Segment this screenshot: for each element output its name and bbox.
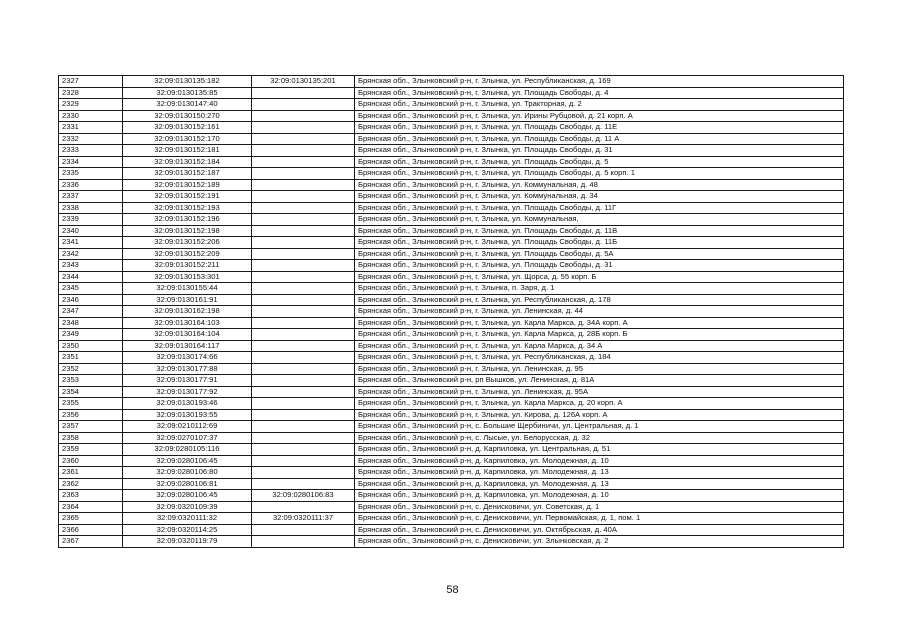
table-row xyxy=(59,76,844,88)
related-cadastral-number-cell xyxy=(252,237,355,249)
row-number-cell: 2357 xyxy=(59,421,123,433)
related-cadastral-number-cell xyxy=(252,271,355,283)
table-row xyxy=(59,524,844,536)
row-number-cell: 2332 xyxy=(59,133,123,145)
address-cell: Брянская обл., Злынковский р-н, г. Злынка, ул. Республиканская, д. 178 xyxy=(355,294,844,306)
cadastral-number-cell: 32:09:0210112:69 xyxy=(123,421,252,433)
table-row xyxy=(59,329,844,341)
related-cadastral-number-cell xyxy=(252,168,355,180)
address-cell: Брянская обл., Злынковский р-н, г. Злынка, ул. Республиканская, д. 184 xyxy=(355,352,844,364)
table-row xyxy=(59,363,844,375)
related-cadastral-number-cell: 32:09:0320111:37 xyxy=(252,513,355,525)
table-row xyxy=(59,467,844,479)
related-cadastral-number-cell xyxy=(252,214,355,226)
cadastral-number-cell: 32:09:0130164:117 xyxy=(123,340,252,352)
address-cell: Брянская обл., Злынковский р-н, г. Злынка, ул. Карла Маркса, д. 20 корп. А xyxy=(355,398,844,410)
related-cadastral-number-cell xyxy=(252,467,355,479)
row-number-cell: 2356 xyxy=(59,409,123,421)
address-cell: Брянская обл., Злынковский р-н, с. Денисковичи, ул. Злынковская, д. 2 xyxy=(355,536,844,548)
related-cadastral-number-cell xyxy=(252,524,355,536)
related-cadastral-number-cell xyxy=(252,225,355,237)
table-row xyxy=(59,490,844,502)
cadastral-number-cell: 32:09:0130152:189 xyxy=(123,179,252,191)
table-row xyxy=(59,248,844,260)
row-number-cell: 2345 xyxy=(59,283,123,295)
related-cadastral-number-cell xyxy=(252,191,355,203)
row-number-cell: 2336 xyxy=(59,179,123,191)
row-number-cell: 2362 xyxy=(59,478,123,490)
row-number-cell: 2366 xyxy=(59,524,123,536)
related-cadastral-number-cell xyxy=(252,329,355,341)
table-row xyxy=(59,99,844,111)
row-number-cell: 2339 xyxy=(59,214,123,226)
row-number-cell: 2341 xyxy=(59,237,123,249)
row-number-cell: 2361 xyxy=(59,467,123,479)
row-number-cell: 2363 xyxy=(59,490,123,502)
cadastral-number-cell: 32:09:0130177:92 xyxy=(123,386,252,398)
address-cell: Брянская обл., Злынковский р-н, г. Злынка, ул. Площадь Свободы, д. 31 xyxy=(355,260,844,272)
row-number-cell: 2352 xyxy=(59,363,123,375)
address-cell: Брянская обл., Злынковский р-н, с. Большие Щербиничи, ул. Центральная, д. 1 xyxy=(355,421,844,433)
cadastral-number-cell: 32:09:0280106:45 xyxy=(123,490,252,502)
address-cell: Брянская обл., Злынковский р-н, г. Злынка, ул. Карла Маркса, д. 34А корп. А xyxy=(355,317,844,329)
table-row xyxy=(59,214,844,226)
related-cadastral-number-cell xyxy=(252,363,355,375)
table-row xyxy=(59,133,844,145)
address-cell: Брянская обл., Злынковский р-н, г. Злынка, ул. Ленинская, д. 95А xyxy=(355,386,844,398)
related-cadastral-number-cell xyxy=(252,110,355,122)
cadastral-number-cell: 32:09:0130164:103 xyxy=(123,317,252,329)
cadastral-number-cell: 32:09:0130152:211 xyxy=(123,260,252,272)
address-cell: Брянская обл., Злынковский р-н, г. Злынка, ул. Ирины Рубцовой, д. 21 корп. А xyxy=(355,110,844,122)
related-cadastral-number-cell xyxy=(252,478,355,490)
row-number-cell: 2349 xyxy=(59,329,123,341)
address-cell: Брянская обл., Злынковский р-н, г. Злынка, ул. Площадь Свободы, д. 4 xyxy=(355,87,844,99)
related-cadastral-number-cell xyxy=(252,352,355,364)
cadastral-number-cell: 32:09:0130152:187 xyxy=(123,168,252,180)
related-cadastral-number-cell xyxy=(252,317,355,329)
row-number-cell: 2348 xyxy=(59,317,123,329)
address-cell: Брянская обл., Злынковский р-н, г. Злынка, ул. Республиканская, д. 169 xyxy=(355,76,844,88)
address-cell: Брянская обл., Злынковский р-н, д. Карпиловка, ул. Молодежная, д. 10 xyxy=(355,455,844,467)
cadastral-number-cell: 32:09:0280106:45 xyxy=(123,455,252,467)
address-cell: Брянская обл., Злынковский р-н, г. Злынка, ул. Площадь Свободы, д. 5 корп. 1 xyxy=(355,168,844,180)
table-row xyxy=(59,87,844,99)
table-row xyxy=(59,225,844,237)
related-cadastral-number-cell xyxy=(252,409,355,421)
address-cell: Брянская обл., Злынковский р-н, г. Злынка, ул. Площадь Свободы, д. 11Б xyxy=(355,237,844,249)
related-cadastral-number-cell xyxy=(252,99,355,111)
row-number-cell: 2346 xyxy=(59,294,123,306)
table-row xyxy=(59,432,844,444)
address-cell: Брянская обл., Злынковский р-н, г. Злынка, ул. Коммунальная, xyxy=(355,214,844,226)
table-row xyxy=(59,306,844,318)
address-cell: Брянская обл., Злынковский р-н, г. Злынка, ул. Кирова, д. 126А корп. А xyxy=(355,409,844,421)
related-cadastral-number-cell xyxy=(252,398,355,410)
cadastral-number-cell: 32:09:0130135:182 xyxy=(123,76,252,88)
table-row xyxy=(59,536,844,548)
related-cadastral-number-cell: 32:09:0280106:83 xyxy=(252,490,355,502)
row-number-cell: 2327 xyxy=(59,76,123,88)
cadastral-number-cell: 32:09:0270107:37 xyxy=(123,432,252,444)
cadastral-number-cell: 32:09:0280105:116 xyxy=(123,444,252,456)
table-row xyxy=(59,421,844,433)
address-cell: Брянская обл., Злынковский р-н, г. Злынка, ул. Ленинская, д. 44 xyxy=(355,306,844,318)
related-cadastral-number-cell xyxy=(252,179,355,191)
address-cell: Брянская обл., Злынковский р-н, г. Злынка, п. Заря, д. 1 xyxy=(355,283,844,295)
registry-table-body xyxy=(59,76,844,548)
address-cell: Брянская обл., Злынковский р-н, г. Злынка, ул. Площадь Свободы, д. 11В xyxy=(355,225,844,237)
row-number-cell: 2355 xyxy=(59,398,123,410)
table-row xyxy=(59,478,844,490)
address-cell: Брянская обл., Злынковский р-н, г. Злынка, ул. Карла Маркса, д. 34 А xyxy=(355,340,844,352)
row-number-cell: 2329 xyxy=(59,99,123,111)
cadastral-number-cell: 32:09:0130193:46 xyxy=(123,398,252,410)
row-number-cell: 2360 xyxy=(59,455,123,467)
address-cell: Брянская обл., Злынковский р-н, д. Карпиловка, ул. Молодежная, д. 10 xyxy=(355,490,844,502)
table-row xyxy=(59,202,844,214)
cadastral-number-cell: 32:09:0130174:66 xyxy=(123,352,252,364)
related-cadastral-number-cell xyxy=(252,294,355,306)
row-number-cell: 2347 xyxy=(59,306,123,318)
address-cell: Брянская обл., Злынковский р-н, с. Денисковичи, ул. Октябрьская, д. 40А xyxy=(355,524,844,536)
table-row xyxy=(59,455,844,467)
cadastral-number-cell: 32:09:0130164:104 xyxy=(123,329,252,341)
related-cadastral-number-cell xyxy=(252,248,355,260)
address-cell: Брянская обл., Злынковский р-н, г. Злынка, ул. Коммунальная, д. 48 xyxy=(355,179,844,191)
related-cadastral-number-cell xyxy=(252,536,355,548)
cadastral-number-cell: 32:09:0130152:209 xyxy=(123,248,252,260)
cadastral-number-cell: 32:09:0130152:191 xyxy=(123,191,252,203)
related-cadastral-number-cell xyxy=(252,202,355,214)
cadastral-number-cell: 32:09:0130150:270 xyxy=(123,110,252,122)
row-number-cell: 2335 xyxy=(59,168,123,180)
table-row xyxy=(59,145,844,157)
table-row xyxy=(59,271,844,283)
cadastral-number-cell: 32:09:0130193:55 xyxy=(123,409,252,421)
row-number-cell: 2353 xyxy=(59,375,123,387)
row-number-cell: 2340 xyxy=(59,225,123,237)
table-row xyxy=(59,122,844,134)
table-row xyxy=(59,179,844,191)
row-number-cell: 2330 xyxy=(59,110,123,122)
address-cell: Брянская обл., Злынковский р-н, г. Злынка, ул. Карла Маркса, д. 28Б корп. Б xyxy=(355,329,844,341)
cadastral-number-cell: 32:09:0130152:196 xyxy=(123,214,252,226)
related-cadastral-number-cell xyxy=(252,87,355,99)
related-cadastral-number-cell xyxy=(252,386,355,398)
row-number-cell: 2354 xyxy=(59,386,123,398)
row-number-cell: 2334 xyxy=(59,156,123,168)
address-cell: Брянская обл., Злынковский р-н, с. Лысые, ул. Белорусская, д. 32 xyxy=(355,432,844,444)
table-row xyxy=(59,156,844,168)
row-number-cell: 2328 xyxy=(59,87,123,99)
cadastral-number-cell: 32:09:0130135:85 xyxy=(123,87,252,99)
row-number-cell: 2333 xyxy=(59,145,123,157)
row-number-cell: 2350 xyxy=(59,340,123,352)
row-number-cell: 2367 xyxy=(59,536,123,548)
cadastral-number-cell: 32:09:0130152:198 xyxy=(123,225,252,237)
cadastral-number-cell: 32:09:0130152:170 xyxy=(123,133,252,145)
related-cadastral-number-cell xyxy=(252,306,355,318)
address-cell: Брянская обл., Злынковский р-н, г. Злынка, ул. Коммунальная, д. 34 xyxy=(355,191,844,203)
cadastral-number-cell: 32:09:0130152:181 xyxy=(123,145,252,157)
address-cell: Брянская обл., Злынковский р-н, рп Вышков, ул. Ленинская, д. 81А xyxy=(355,375,844,387)
row-number-cell: 2342 xyxy=(59,248,123,260)
cadastral-number-cell: 32:09:0320119:79 xyxy=(123,536,252,548)
related-cadastral-number-cell: 32:09:0130135:201 xyxy=(252,76,355,88)
related-cadastral-number-cell xyxy=(252,421,355,433)
cadastral-number-cell: 32:09:0130152:193 xyxy=(123,202,252,214)
cadastral-number-cell: 32:09:0280106:80 xyxy=(123,467,252,479)
cadastral-number-cell: 32:09:0320109:39 xyxy=(123,501,252,513)
related-cadastral-number-cell xyxy=(252,260,355,272)
address-cell: Брянская обл., Злынковский р-н, г. Злынка, ул. Площадь Свободы, д. 5 xyxy=(355,156,844,168)
table-row xyxy=(59,398,844,410)
address-cell: Брянская обл., Злынковский р-н, г. Злынка, ул. Площадь Свободы, д. 11Г xyxy=(355,202,844,214)
address-cell: Брянская обл., Злынковский р-н, г. Злынка, ул. Ленинская, д. 95 xyxy=(355,363,844,375)
address-cell: Брянская обл., Злынковский р-н, д. Карпиловка, ул. Молодежная, д. 13 xyxy=(355,478,844,490)
related-cadastral-number-cell xyxy=(252,432,355,444)
related-cadastral-number-cell xyxy=(252,501,355,513)
table-row xyxy=(59,168,844,180)
address-cell: Брянская обл., Злынковский р-н, г. Злынка, ул. Площадь Свободы, д. 5А xyxy=(355,248,844,260)
cadastral-number-cell: 32:09:0130155:44 xyxy=(123,283,252,295)
table-row xyxy=(59,317,844,329)
address-cell: Брянская обл., Злынковский р-н, г. Злынка, ул. Тракторная, д. 2 xyxy=(355,99,844,111)
address-cell: Брянская обл., Злынковский р-н, г. Злынка, ул. Площадь Свободы, д. 11Е xyxy=(355,122,844,134)
cadastral-number-cell: 32:09:0130177:91 xyxy=(123,375,252,387)
cadastral-number-cell: 32:09:0130152:184 xyxy=(123,156,252,168)
table-row xyxy=(59,513,844,525)
row-number-cell: 2337 xyxy=(59,191,123,203)
address-cell: Брянская обл., Злынковский р-н, г. Злынка, ул. Щорса, д. 55 корп. Б xyxy=(355,271,844,283)
cadastral-number-cell: 32:09:0130152:161 xyxy=(123,122,252,134)
registry-table xyxy=(58,75,844,548)
address-cell: Брянская обл., Злынковский р-н, с. Денисковичи, ул. Советская, д. 1 xyxy=(355,501,844,513)
related-cadastral-number-cell xyxy=(252,340,355,352)
row-number-cell: 2351 xyxy=(59,352,123,364)
row-number-cell: 2344 xyxy=(59,271,123,283)
related-cadastral-number-cell xyxy=(252,156,355,168)
table-row xyxy=(59,501,844,513)
table-row xyxy=(59,340,844,352)
cadastral-number-cell: 32:09:0320111:32 xyxy=(123,513,252,525)
cadastral-number-cell: 32:09:0130153:301 xyxy=(123,271,252,283)
row-number-cell: 2365 xyxy=(59,513,123,525)
related-cadastral-number-cell xyxy=(252,455,355,467)
table-row xyxy=(59,110,844,122)
page-number: 58 xyxy=(446,584,459,596)
table-row xyxy=(59,409,844,421)
table-row xyxy=(59,191,844,203)
table-row xyxy=(59,386,844,398)
row-number-cell: 2358 xyxy=(59,432,123,444)
related-cadastral-number-cell xyxy=(252,375,355,387)
table-row xyxy=(59,237,844,249)
table-row xyxy=(59,444,844,456)
address-cell: Брянская обл., Злынковский р-н, г. Злынка, ул. Площадь Свободы, д. 11 А xyxy=(355,133,844,145)
related-cadastral-number-cell xyxy=(252,145,355,157)
row-number-cell: 2338 xyxy=(59,202,123,214)
cadastral-number-cell: 32:09:0320114:25 xyxy=(123,524,252,536)
row-number-cell: 2331 xyxy=(59,122,123,134)
cadastral-number-cell: 32:09:0130161:91 xyxy=(123,294,252,306)
table-row xyxy=(59,294,844,306)
address-cell: Брянская обл., Злынковский р-н, д. Карпиловка, ул. Центральная, д. 51 xyxy=(355,444,844,456)
address-cell: Брянская обл., Злынковский р-н, г. Злынка, ул. Площадь Свободы, д. 31 xyxy=(355,145,844,157)
related-cadastral-number-cell xyxy=(252,122,355,134)
cadastral-number-cell: 32:09:0130152:206 xyxy=(123,237,252,249)
table-row xyxy=(59,375,844,387)
related-cadastral-number-cell xyxy=(252,133,355,145)
table-row xyxy=(59,283,844,295)
cadastral-number-cell: 32:09:0130147:40 xyxy=(123,99,252,111)
table-row xyxy=(59,352,844,364)
table-row xyxy=(59,260,844,272)
row-number-cell: 2364 xyxy=(59,501,123,513)
related-cadastral-number-cell xyxy=(252,283,355,295)
cadastral-number-cell: 32:09:0280106:81 xyxy=(123,478,252,490)
row-number-cell: 2359 xyxy=(59,444,123,456)
related-cadastral-number-cell xyxy=(252,444,355,456)
cadastral-number-cell: 32:09:0130162:198 xyxy=(123,306,252,318)
address-cell: Брянская обл., Злынковский р-н, д. Карпиловка, ул. Молодежная, д. 13 xyxy=(355,467,844,479)
address-cell: Брянская обл., Злынковский р-н, с. Денисковичи, ул. Первомайская, д. 1, пом. 1 xyxy=(355,513,844,525)
row-number-cell: 2343 xyxy=(59,260,123,272)
cadastral-number-cell: 32:09:0130177:88 xyxy=(123,363,252,375)
